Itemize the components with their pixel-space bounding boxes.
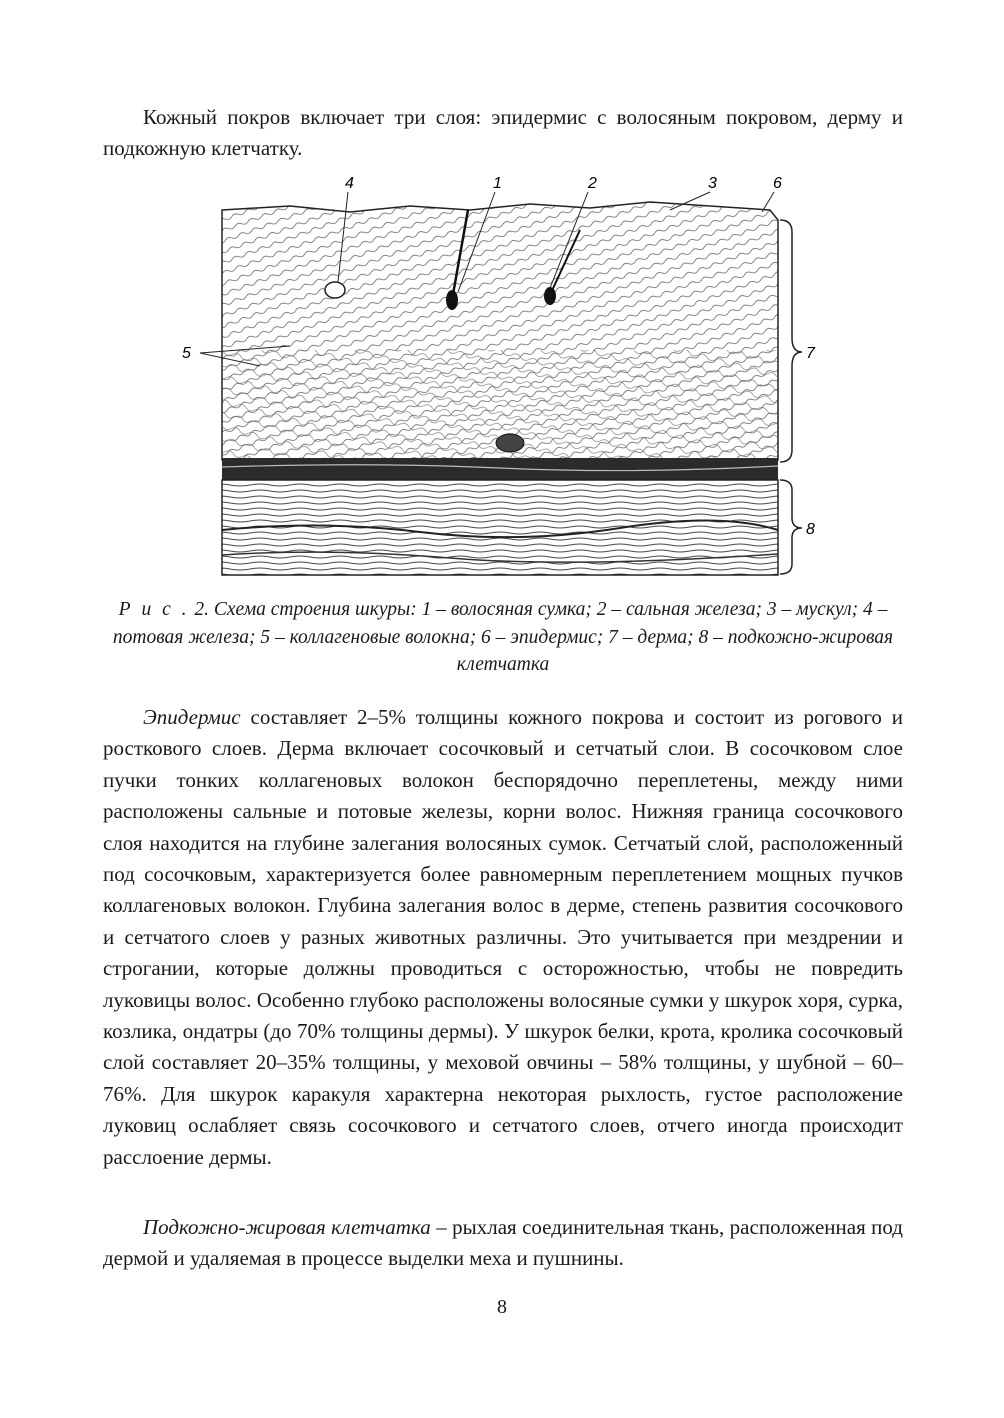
skin-cross-section-diagram: [170, 170, 830, 590]
subcutaneous-text: – рыхлая соединительная ткань, расположенная под дермой и удаляемая в процессе выделки меха и пушнины.: [103, 1215, 903, 1271]
dermis-brace: [780, 220, 802, 462]
subcutaneous-brace: [780, 480, 802, 574]
callout-4: 4: [345, 175, 354, 192]
epidermis-text: составляет 2–5% толщины кожного покрова и состоит из рогового и росткового слоев. Дерма включает сосочковый и сетчатый слои. В сосочковом слое пучки тонких коллагеновых волокон беспорядочно переплетены, между ними расположены сальные и потовые железы, корни волос. Нижняя граница сосочкового слоя находится на глубине залегания волосяных сумок. Сетчатый слой, расположенный под сосочковым, характеризуется более равномерным переплетением мощных пучков коллагеновых волокон. Глубина залегания волос в дерме, степень развития сосочкового и сетчатого слоев у разных животных различны. Это учитывается при мездрении и строгании, которые должны проводиться с осторожностью, чтобы не повредить луковицы волос. Особенно глубоко расположены волосяные сумки у шкурок хоря, сурка, козлика, ондатры (до 70% толщины дермы). У шкурок белки, крота, кролика сосочковый слой составляет 20–35% толщины, у меховой овчины – 58% толщины, у шубной – 60–76%. Для шкурок каракуля характерна некоторая рыхлость, густое расположение луковиц ослабляет связь сосочкового и сетчатого слоев, отчего иногда происходит расслоение дермы.: [103, 705, 904, 1169]
figure-caption: [103, 596, 903, 679]
callout-8: 8: [806, 521, 815, 538]
skin-structure-figure: [170, 170, 830, 590]
vessel: [496, 434, 524, 452]
sweat-gland: [325, 282, 345, 298]
subcutaneous-term: Подкожно-жировая клетчатка: [143, 1215, 431, 1239]
callout-1: 1: [493, 175, 502, 192]
intro-paragraph: [103, 102, 903, 165]
callout-7: 7: [806, 345, 815, 362]
intro-text: Кожный покров включает три слоя: эпидермис с волосяным покровом, дерму и подкожную клетчатку.: [103, 105, 903, 161]
epidermis-term: Эпидермис: [143, 705, 241, 729]
sebaceous-gland: [544, 287, 556, 305]
subcutaneous-paragraph: [103, 1212, 903, 1275]
caption-prefix: Р и с .: [118, 599, 190, 620]
page-number: 8: [497, 1296, 507, 1318]
epidermis-paragraph: [103, 702, 903, 1173]
callout-6: 6: [773, 175, 782, 192]
callout-3: 3: [708, 175, 717, 192]
callout-5: 5: [182, 345, 191, 362]
caption-text: 2. Схема строения шкуры: 1 – волосяная сумка; 2 – сальная железа; 3 – мускул; 4 – потовая железа; 5 – коллагеновые волокна; 6 – эпидермис; 7 – дерма; 8 – подкожно-жировая клетчатка: [112, 599, 894, 675]
callout-2: 2: [588, 175, 597, 192]
